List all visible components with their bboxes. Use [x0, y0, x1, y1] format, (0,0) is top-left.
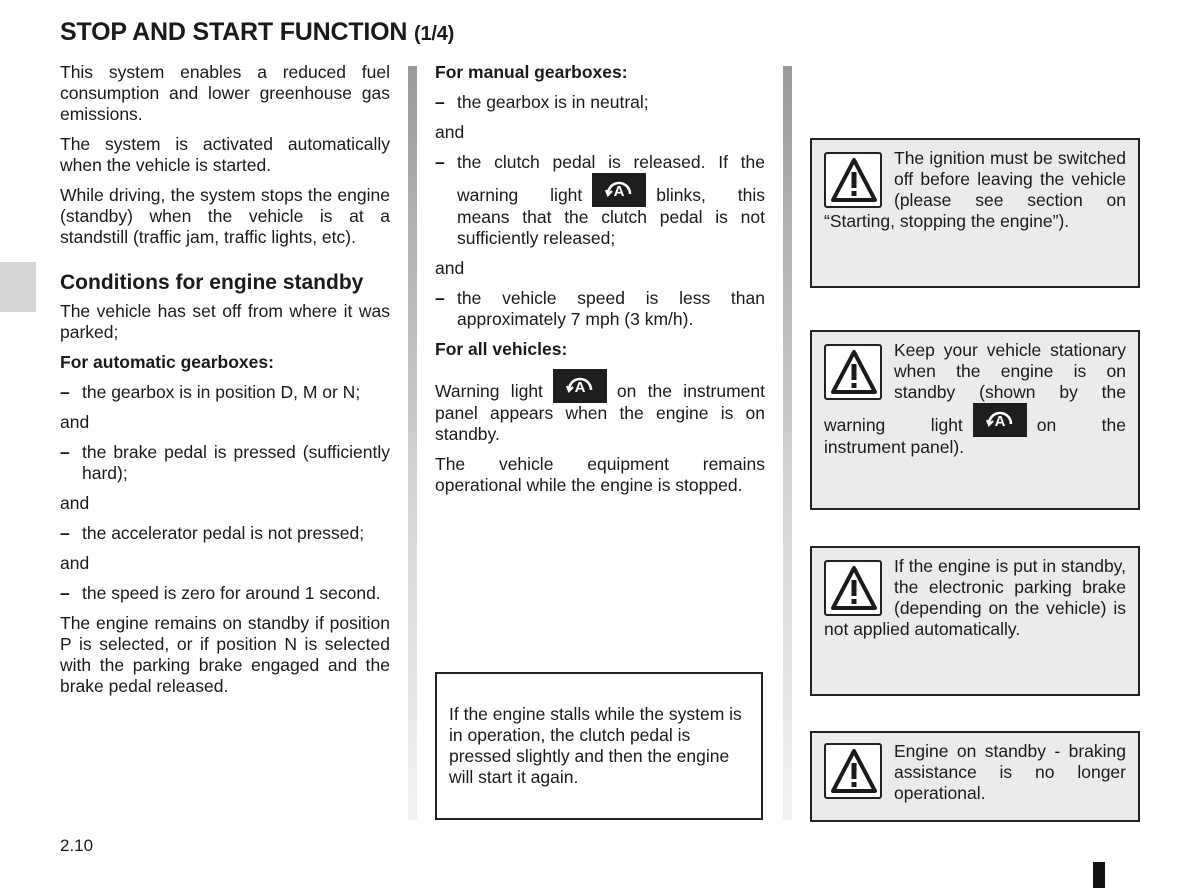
list-item: – the speed is zero for around 1 second.	[60, 583, 381, 603]
page-number: 2.10	[60, 836, 94, 855]
warning-triangle-icon	[824, 560, 882, 616]
auto-stop-start-A-icon	[553, 369, 607, 403]
page-title	[60, 18, 454, 47]
svg-text:A: A	[574, 379, 586, 396]
svg-text:A: A	[994, 413, 1006, 430]
standby-p-paragraph: The engine remains on standby if position P is selected, or if position N is selected with the parking brake engaged and the brake pedal released.	[60, 613, 390, 696]
and-text: and	[60, 412, 90, 432]
list-item: – the vehicle speed is less than approximately 7 mph (3 km/h).	[435, 288, 765, 329]
column-divider-2	[783, 66, 792, 820]
auto-stop-start-A-icon	[973, 403, 1027, 437]
standby-paragraph: While driving, the system stops the engine (standby) when the vehicle is at a standstill (traffic jam, traffic lights, etc).	[60, 185, 390, 247]
warning-triangle-icon	[824, 743, 882, 799]
and-text: and	[60, 493, 90, 513]
caution-box-braking-assist: Engine on standby - braking assistance is no longer operational.	[810, 731, 1140, 822]
title-text: STOP AND START FUNCTION	[60, 18, 408, 46]
warning-triangle-icon	[824, 344, 882, 400]
chapter-thumb-tab	[0, 262, 36, 312]
warning-light-paragraph: Warning light A on the instrument panel appears when the engine is on standby.	[435, 369, 765, 445]
warning-triangle-icon	[824, 152, 882, 208]
equipment-paragraph: The vehicle equipment remains operational while the engine is stopped.	[435, 454, 765, 495]
list-item: – the clutch pedal is released. If the warning light A blinks, this means that the clutch pedal is not sufficiently released;	[435, 152, 766, 248]
and-text: and	[435, 122, 465, 142]
column-2	[435, 62, 765, 505]
column-divider-1	[408, 66, 417, 820]
stall-note-box	[435, 672, 763, 820]
all-vehicles-label: For all vehicles:	[435, 339, 568, 359]
list-item: – the brake pedal is pressed (sufficiently hard);	[60, 442, 390, 483]
and-text: and	[60, 553, 90, 573]
caution-box-stationary: Keep your vehicle stationary when the engine is on standby (shown by the warning light A on the instrument panel).	[810, 330, 1140, 510]
list-item: – the gearbox is in neutral;	[435, 92, 649, 112]
list-item: – the accelerator pedal is not pressed;	[60, 523, 365, 543]
manual-label: For manual gearboxes:	[435, 62, 628, 82]
and-text: and	[435, 258, 465, 278]
section-heading: Conditions for engine standby	[60, 271, 364, 294]
auto-stop-start-A-icon	[592, 173, 646, 207]
caution-box-ignition: The ignition must be switched off before leaving the vehicle (please see section on “Starting, stopping the engine”).	[810, 138, 1140, 288]
svg-text:A: A	[613, 183, 625, 200]
stall-note-text: If the engine stalls while the system is in operation, the clutch pedal is pressed slightly and then the engine will start it again.	[449, 704, 742, 787]
activation-paragraph: The system is activated automatically when the vehicle is started.	[60, 134, 390, 175]
automatic-label: For automatic gearboxes:	[60, 352, 274, 372]
column-1	[60, 62, 390, 706]
page-edge-marker	[1093, 862, 1105, 888]
title-part: (1/4)	[414, 23, 455, 45]
caution-box-parking-brake: If the engine is put in standby, the electronic parking brake (depending on the vehicle) is not applied automatically.	[810, 546, 1140, 696]
intro-paragraph: This system enables a reduced fuel consumption and lower greenhouse gas emissions.	[60, 62, 390, 124]
list-item: – the gearbox is in position D, M or N;	[60, 382, 361, 402]
setoff-paragraph: The vehicle has set off from where it was parked;	[60, 301, 390, 342]
